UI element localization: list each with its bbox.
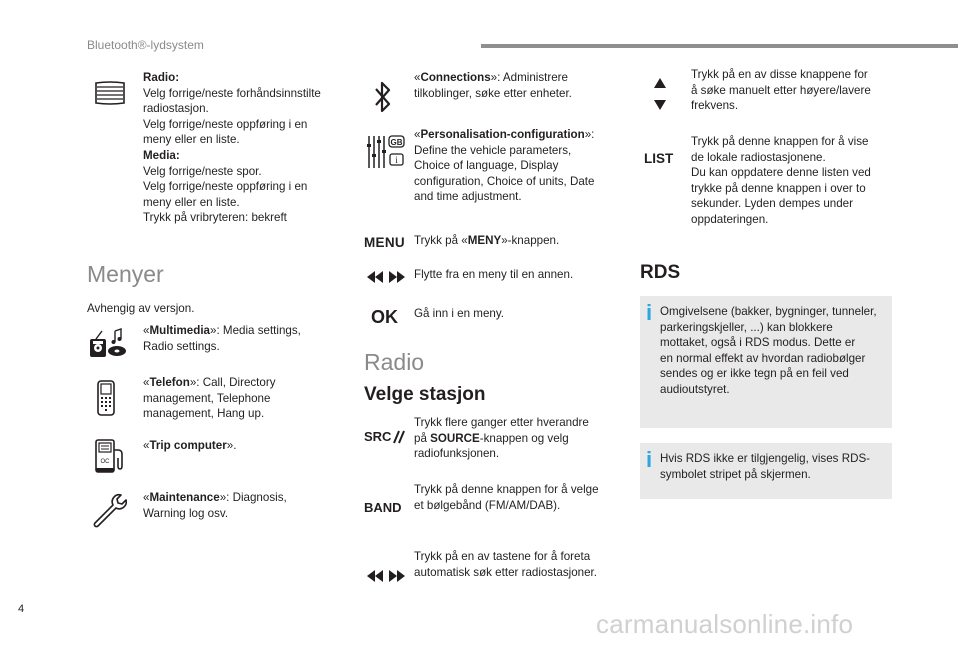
list-line: de lokale radiostasjonene. — [691, 150, 826, 164]
menu-text-key: MENY — [467, 234, 502, 247]
personalisation-line: configuration, Choice of units, Date — [414, 174, 595, 188]
band-button[interactable]: BAND — [364, 500, 402, 515]
quote-open: « — [143, 324, 150, 337]
band-line: et bølgebånd (FM/AM/DAB). — [414, 498, 561, 512]
radio-line: Velg forrige/neste oppføring i en — [143, 117, 308, 131]
ok-description: Gå inn i en meny. — [414, 307, 505, 320]
telefon-post: »: Call, Directory — [189, 376, 276, 389]
multimedia-description — [143, 323, 333, 354]
info-text — [660, 304, 892, 398]
radio-heading: Radio — [364, 349, 425, 375]
velge-stasjon-heading: Velge stasjon — [364, 384, 486, 405]
info-text — [660, 451, 892, 482]
seek-arrows-icon[interactable] — [365, 568, 407, 584]
phone-icon — [97, 380, 115, 416]
menu-button[interactable]: MENU — [364, 235, 405, 250]
quote-open: « — [143, 439, 150, 452]
info-icon: i — [646, 300, 653, 325]
header-bar — [481, 44, 958, 48]
connections-key: Connections — [420, 71, 491, 84]
menu-text-pre: Trykk på « — [414, 234, 468, 247]
personalisation-line: Choice of language, Display — [414, 159, 559, 173]
personalisation-line: Define the vehicle parameters, — [414, 143, 572, 157]
multimedia-key: Multimedia — [149, 324, 211, 337]
telefon-line2: management, Telephone — [143, 391, 271, 405]
info-box — [640, 296, 892, 428]
ok-button[interactable]: OK — [371, 307, 398, 327]
src-button[interactable] — [364, 429, 405, 444]
info-line: Omgivelsene (bakker, bygninger, tunneler, — [660, 305, 877, 318]
info-line: audioutstyret. — [660, 382, 730, 396]
menu-description — [414, 233, 614, 249]
info-icon: i — [646, 447, 653, 472]
personalisation-key: Personalisation-configuration — [420, 128, 585, 141]
media-line: Trykk på vribryteren: bekreft — [143, 211, 287, 225]
prev-next-arrows-icon[interactable] — [365, 269, 407, 285]
info-line: symbolet stripet på skjermen. — [660, 467, 811, 481]
connections-line2: tilkoblinger, søke etter enheter. — [414, 86, 572, 100]
up-down-arrows-icon[interactable] — [652, 76, 668, 112]
radio-line: meny eller en liste. — [143, 133, 240, 147]
info-line: Hvis RDS ikke er tilgjengelig, vises RDS- — [660, 452, 871, 465]
list-line: Trykk på denne knappen for å vise — [691, 135, 869, 148]
telefon-description — [143, 375, 333, 422]
trip-description — [143, 438, 333, 454]
seek-description — [414, 549, 614, 580]
multimedia-line2: Radio settings. — [143, 339, 220, 353]
src-line1: Trykk flere ganger etter hverandre — [414, 416, 589, 429]
info-line: mottaket, også i RDS modus. Dette er — [660, 336, 856, 350]
maintenance-description — [143, 490, 333, 521]
menus-heading: Menyer — [87, 261, 164, 287]
list-line: trykke på denne knappen i over to — [691, 181, 866, 195]
watermark: carmanualsonline.info — [596, 609, 854, 639]
rotary-wheel-icon — [94, 81, 126, 105]
updown-line: å søke manuelt etter høyere/lavere — [691, 83, 871, 97]
list-button[interactable]: LIST — [644, 151, 674, 166]
svg-text:i: i — [395, 155, 398, 165]
radio-media-description — [143, 70, 343, 226]
quote-open: « — [414, 128, 421, 141]
connections-post: »: Administrere — [490, 71, 568, 84]
telefon-line3: management, Hang up. — [143, 407, 265, 421]
seek-line: Trykk på en av tastene for å foreta — [414, 550, 591, 563]
bluetooth-icon — [373, 80, 393, 114]
svg-text:OC: OC — [100, 459, 110, 465]
src-line2-post: -knappen og velg — [479, 431, 569, 445]
media-line: Velg forrige/neste spor. — [143, 164, 262, 178]
band-line: Trykk på denne knappen for å velge — [414, 483, 599, 496]
personalisation-description — [414, 127, 614, 205]
updown-line: Trykk på en av disse knappene for — [691, 68, 868, 81]
updown-line: frekvens. — [691, 99, 739, 113]
connections-description — [414, 70, 614, 101]
radio-line: radiostasjon. — [143, 102, 209, 116]
menus-intro: Avhengig av versjon. — [87, 302, 195, 315]
maintenance-post: »: Diagnosis, — [219, 491, 287, 504]
media-line: Velg forrige/neste oppføring i en — [143, 180, 308, 194]
quote-open: « — [414, 71, 421, 84]
list-line: Du kan oppdatere denne listen ved — [691, 166, 871, 180]
radio-line: Velg forrige/neste forhåndsinnstilte — [143, 86, 321, 100]
svg-text:GB: GB — [390, 138, 403, 147]
rds-heading: RDS — [640, 262, 681, 283]
src-line3: radiofunksjonen. — [414, 447, 500, 461]
maintenance-key: Maintenance — [149, 491, 220, 504]
list-description — [691, 134, 891, 228]
settings-sliders-icon — [366, 134, 406, 170]
media-line: meny eller en liste. — [143, 195, 240, 209]
trip-post: ». — [226, 439, 237, 452]
trip-computer-icon — [94, 438, 126, 474]
personalisation-post: »: — [584, 128, 595, 141]
src-line2-pre: på — [414, 431, 431, 445]
list-line: oppdateringen. — [691, 212, 769, 226]
personalisation-line: and time adjustment. — [414, 190, 522, 204]
src-description — [414, 415, 614, 462]
wrench-icon — [91, 492, 127, 528]
telefon-key: Telefon — [149, 376, 190, 389]
seek-line: automatisk søk etter radiostasjoner. — [414, 565, 598, 579]
info-line: parkeringskjeller, ...) kan blokkere — [660, 320, 833, 334]
src-label: SRC — [364, 429, 392, 444]
maintenance-line2: Warning log osv. — [143, 506, 229, 520]
band-description — [414, 482, 614, 513]
radio-title: Radio: — [143, 71, 180, 84]
src-line2-key: SOURCE — [430, 431, 480, 445]
trip-key: Trip computer — [149, 439, 227, 452]
media-title: Media: — [143, 148, 180, 162]
multimedia-post: »: Media settings, — [210, 324, 301, 337]
list-line: sekunder. Lyden dempes under — [691, 197, 853, 211]
menu-text-post: »-knappen. — [501, 234, 560, 247]
quote-open: « — [143, 491, 150, 504]
info-box — [640, 443, 892, 499]
multimedia-icon — [88, 327, 128, 359]
chapter-title: Bluetooth®-lydsystem — [87, 38, 204, 52]
quote-open: « — [143, 376, 150, 389]
page-number: 4 — [18, 603, 25, 615]
source-slash-icon — [391, 430, 405, 444]
info-line: sendes og er ikke tegn på en feil ved — [660, 367, 849, 381]
arrows-menu-description: Flytte fra en meny til en annen. — [414, 268, 574, 281]
updown-description — [691, 67, 891, 114]
info-line: en normal effekt av hvordan radiobølger — [660, 351, 866, 365]
